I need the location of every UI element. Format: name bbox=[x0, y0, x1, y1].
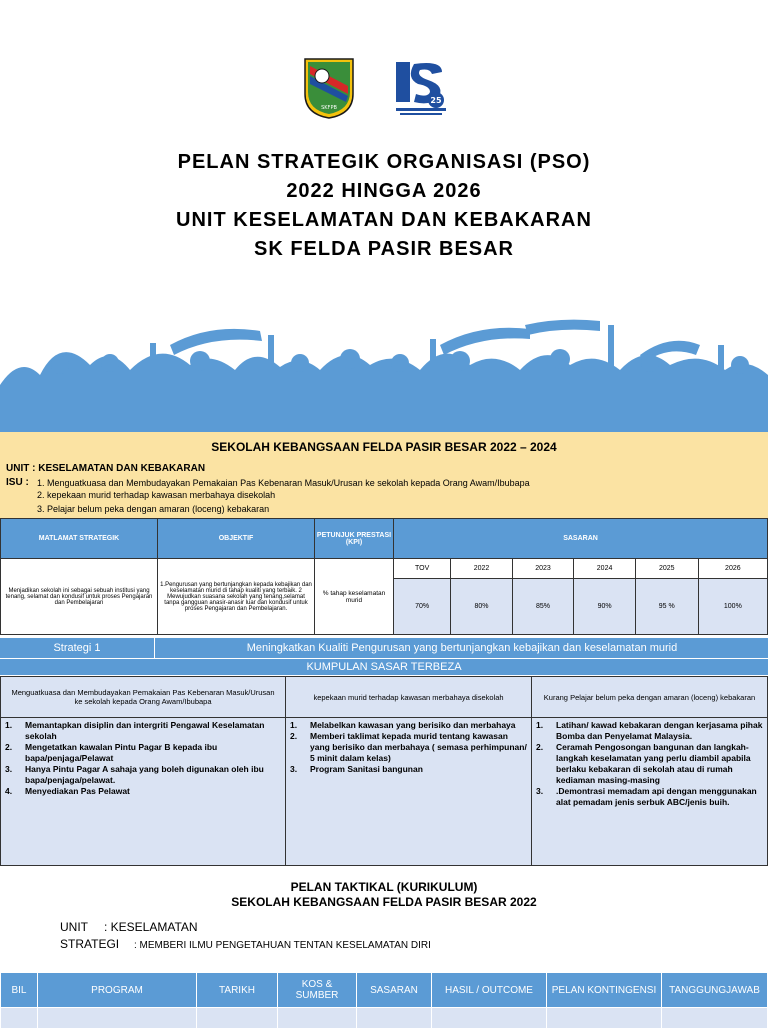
target-value: 80% bbox=[451, 579, 513, 635]
target-column bbox=[531, 676, 768, 866]
year-cell: 2022 bbox=[451, 559, 513, 579]
target-value: 95 % bbox=[635, 579, 698, 635]
table-cell bbox=[432, 1008, 547, 1029]
kpi-text: % tahap keselamatan murid bbox=[315, 559, 394, 635]
school-crest-logo bbox=[302, 56, 356, 120]
table-header-cell: TARIKH bbox=[197, 973, 278, 1008]
tactical-strategy-label: STRATEGI bbox=[60, 937, 120, 951]
objektif-text: 1.Pengurusan yang bertunjangkan kepada kebajikan dan keselamatan murid di tahap kualiti yang terbaik. 2 Mewujudkan suasana sekolah yang tenang,selamat tanpa gangguan anasir-anasir luar dan kondusif untuk proses Pengajaran dan Pembelajaran. bbox=[158, 559, 315, 635]
unit-label: UNIT : KESELAMATAN DAN KEBAKARAN bbox=[6, 463, 206, 474]
list-item: 3. Program Sanitasi bangunan bbox=[290, 764, 423, 774]
strategy-row bbox=[0, 638, 768, 658]
table-cell bbox=[38, 1008, 197, 1029]
header-kpi: PETUNJUK PRESTASI (KPI) bbox=[315, 519, 394, 559]
list-item: 3. .Demontrasi memadam api dengan menggunakan alat pemadam jenis serbuk ABC/jenis buih. bbox=[536, 786, 757, 807]
target-column bbox=[285, 676, 532, 866]
table-header-cell: HASIL / OUTCOME bbox=[432, 973, 547, 1008]
table-cell bbox=[547, 1008, 662, 1029]
crowd-silhouette-illustration bbox=[0, 315, 768, 435]
strategy-text: Meningkatkan Kualiti Pengurusan yang bertunjangkan kebajikan dan keselamatan murid bbox=[246, 642, 678, 654]
isu-item-1: 1. Menguatkuasa dan Membudayakan Pemakaian Pas Kebenaran Masuk/Urusan ke sekolah kepada Orang Awam/Ibubapa bbox=[37, 478, 530, 488]
year-cell: 2023 bbox=[512, 559, 574, 579]
table-cell bbox=[197, 1008, 278, 1029]
year-cell: 2026 bbox=[698, 559, 767, 579]
target-value: 85% bbox=[512, 579, 574, 635]
header-matlamat: MATLAMAT STRATEGIK bbox=[1, 519, 158, 559]
logo-badge-number: 25 bbox=[430, 96, 442, 105]
title-line-4: SK FELDA PASIR BESAR bbox=[253, 238, 515, 260]
isu-item-2: 2. kepekaan murid terhadap kawasan merbahaya disekolah bbox=[37, 490, 276, 500]
target-group-columns bbox=[0, 676, 768, 866]
table-cell bbox=[1, 1008, 38, 1029]
target-value: 70% bbox=[394, 579, 451, 635]
list-item: 2. Mengetatkan kawalan Pintu Pagar B kepada ibu bapa/penjaga/Pelawat bbox=[5, 742, 218, 763]
tactical-table bbox=[0, 972, 768, 1029]
table-header-cell: BIL bbox=[1, 973, 38, 1008]
table-header-cell: PELAN KONTINGENSI bbox=[547, 973, 662, 1008]
target-column bbox=[0, 676, 286, 866]
tactical-unit-label: UNIT bbox=[60, 920, 88, 934]
tactical-unit-value: : KESELAMATAN bbox=[104, 920, 198, 934]
target-value: 90% bbox=[574, 579, 636, 635]
tactical-subtitle: SEKOLAH KEBANGSAAN FELDA PASIR BESAR 2022 bbox=[231, 895, 537, 909]
title-line-1: PELAN STRATEGIK ORGANISASI (PSO) bbox=[177, 151, 591, 173]
column-heading: Menguatkuasa dan Membudayakan Pemakaian Pas Kebenaran Masuk/Urusan ke sekolah kepada Orang Awam/Ibubapa bbox=[1, 677, 285, 718]
isu-item-3: 3. Pelajar belum peka dengan amaran (loceng) kebakaran bbox=[37, 504, 270, 514]
main-title bbox=[0, 148, 768, 264]
target-group-heading: KUMPULAN SASAR TERBEZA bbox=[0, 659, 768, 675]
isu-label: ISU : bbox=[6, 477, 29, 488]
table-cell bbox=[278, 1008, 357, 1029]
year-cell: 2024 bbox=[574, 559, 636, 579]
list-item: 3. Hanya Pintu Pagar A sahaja yang boleh digunakan oleh ibu bapa/penjaga/pelawat. bbox=[5, 764, 264, 785]
table-cell bbox=[662, 1008, 768, 1029]
svg-text:SKFPB: SKFPB bbox=[321, 105, 337, 111]
school-heading: SEKOLAH KEBANGSAAN FELDA PASIR BESAR 2022 – 2024 bbox=[211, 440, 557, 454]
list-item: 1. Melabelkan kawasan yang berisiko dan merbahaya bbox=[290, 720, 516, 730]
tactical-strategy-value: : MEMBERI ILMU PENGETAHUAN TENTAN KESELAMATAN DIRI bbox=[134, 940, 431, 951]
title-line-2: 2022 HINGGA 2026 bbox=[286, 180, 482, 202]
strategic-table bbox=[0, 518, 768, 635]
title-line-3: UNIT KESELAMATAN DAN KEBAKARAN bbox=[176, 209, 592, 231]
list-item: 1. Memantapkan disiplin dan intergriti Pengawal Keselamatan sekolah bbox=[5, 720, 265, 741]
program-25-logo bbox=[392, 58, 450, 118]
year-cell: TOV bbox=[394, 559, 451, 579]
table-header-cell: TANGGUNGJAWAB bbox=[662, 973, 768, 1008]
column-heading: kepekaan murid terhadap kawasan merbahaya disekolah bbox=[286, 677, 531, 718]
table-header-cell: SASARAN bbox=[357, 973, 432, 1008]
list-item: 1. Latihan/ kawad kebakaran dengan kerjasama pihak Bomba dan Penyelamat Malaysia. bbox=[536, 720, 763, 741]
list-item: 2. Memberi taklimat kepada murid tentang kawasan yang berisiko dan merbahaya ( semasa perhimpunan/ 5 minit dalam kelas) bbox=[290, 731, 527, 763]
list-item: 2. Ceramah Pengosongan bangunan dan langkah-langkah keselamatan yang perlu diambil apabila berlaku kebakaran di sekolah atau di rumah kediaman masing-masing bbox=[536, 742, 751, 785]
tactical-title: PELAN TAKTIKAL (KURIKULUM) bbox=[290, 880, 478, 894]
strategy-label: Strategi 1 bbox=[0, 638, 155, 658]
table-header-cell: PROGRAM bbox=[38, 973, 197, 1008]
header-sasaran: SASARAN bbox=[394, 519, 768, 559]
list-item: 4. Menyediakan Pas Pelawat bbox=[5, 786, 130, 796]
year-cell: 2025 bbox=[635, 559, 698, 579]
matlamat-text: Menjadikan sekolah ini sebagai sebuah institusi yang tenang, selamat dan kondusif untuk proses Pengajaran dan Pembelajaran bbox=[1, 559, 158, 635]
column-heading: Kurang Pelajar belum peka dengan amaran (loceng) kebakaran bbox=[532, 677, 767, 718]
table-header-cell: KOS & SUMBER bbox=[278, 973, 357, 1008]
header-objektif: OBJEKTIF bbox=[158, 519, 315, 559]
table-cell bbox=[357, 1008, 432, 1029]
target-value: 100% bbox=[698, 579, 767, 635]
